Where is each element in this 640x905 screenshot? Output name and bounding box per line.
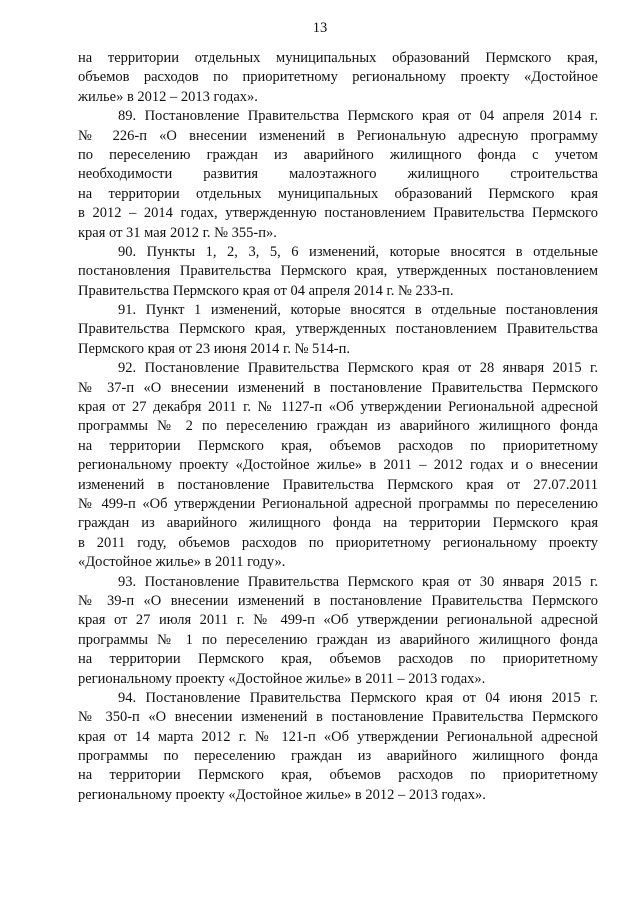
text-line: жилье» в 2012 – 2013 годах». [78,88,258,105]
text-line: Правительства Пермского края от 04 апреля 2014 г. № 233-п. [78,282,454,299]
text-line: объемов расходов по приоритетному региональному проекту «Достойное [78,69,598,86]
text-line: на территории отдельных муниципальных образований Пермского края, [78,50,598,66]
text-line: края от 27 июля 2011 г. № 499-п «Об утверждении региональной адресной [78,612,598,629]
text-line: на территории Пермского края, объемов расходов по приоритетному [78,437,598,454]
paragraph [78,301,598,359]
text-line: в 2012 – 2014 годах, утвержденную постановлением Правительства Пермского [78,205,598,222]
text-line: 92. Постановление Правительства Пермского края от 28 января 2015 г. [118,360,598,377]
text-line: 94. Постановление Правительства Пермского края от 04 июня 2015 г. [118,689,598,706]
document-body [78,49,598,805]
text-line: необходимости развития малоэтажного жилищного строительства [78,166,598,183]
text-line: края от 31 мая 2012 г. № 355-п». [78,224,277,241]
paragraph [78,49,598,107]
text-line: края от 27 декабря 2011 г. № 1127-п «Об утверждении Региональной адресной [78,399,598,416]
paragraph [78,359,598,572]
text-line: 89. Постановление Правительства Пермского края от 04 апреля 2014 г. [118,108,598,125]
text-line: на территории Пермского края, объемов расходов по приоритетному [78,767,598,784]
text-line: Пермского края от 23 июня 2014 г. № 514-п. [78,340,350,357]
paragraph [78,107,598,243]
text-line: 91. Пункт 1 изменений, которые вносятся в отдельные постановления [118,302,598,319]
text-line: постановления Правительства Пермского края, утвержденных постановлением [78,263,598,280]
page-number: 13 [312,20,328,36]
text-line: № 37-п «О внесении изменений в постановление Правительства Пермского [78,379,598,396]
text-line: № 226-п «О внесении изменений в Региональную адресную программу [78,127,598,144]
text-line: региональному проекту «Достойное жилье» в 2011 – 2013 годах». [78,670,486,687]
text-line: Правительства Пермского края, утвержденных постановлением Правительства [78,321,598,338]
text-line: региональному проекту «Достойное жилье» в 2012 – 2013 годах». [78,786,486,803]
text-line: программы по переселению граждан из аварийного жилищного фонда [78,748,598,765]
text-line: в 2011 году, объемов расходов по приоритетному региональному проекту [78,534,598,551]
text-line: «Достойное жилье» в 2011 году». [78,554,286,571]
text-line: № 39-п «О внесении изменений в постановление Правительства Пермского [78,592,598,609]
text-line: на территории отдельных муниципальных образований Пермского края [78,185,598,202]
text-line: программы № 2 по переселению граждан из аварийного жилищного фонда [78,418,598,435]
text-line: № 350-п «О внесении изменений в постановление Правительства Пермского [78,709,598,726]
text-line: края от 14 марта 2012 г. № 121-п «Об утверждении Региональной адресной [78,728,598,745]
text-line: № 499-п «Об утверждении Региональной адресной программы по переселению [78,495,598,512]
text-line: граждан из аварийного жилищного фонда на территории Пермского края [78,515,598,532]
text-line: 93. Постановление Правительства Пермского края от 30 января 2015 г. [118,573,598,590]
text-line: региональному проекту «Достойное жилье» в 2011 – 2012 годах и о внесении [78,457,598,474]
text-line: 90. Пункты 1, 2, 3, 5, 6 изменений, которые вносятся в отдельные [118,243,598,260]
paragraph [78,689,598,805]
text-line: по переселению граждан из аварийного жилищного фонда с учетом [78,146,598,163]
text-line: программы № 1 по переселению граждан из аварийного жилищного фонда [78,631,598,648]
paragraph [78,573,598,689]
paragraph [78,243,598,301]
text-line: на территории Пермского края, объемов расходов по приоритетному [78,651,598,668]
text-line: изменений в постановление Правительства Пермского края от 27.07.2011 [78,476,598,493]
